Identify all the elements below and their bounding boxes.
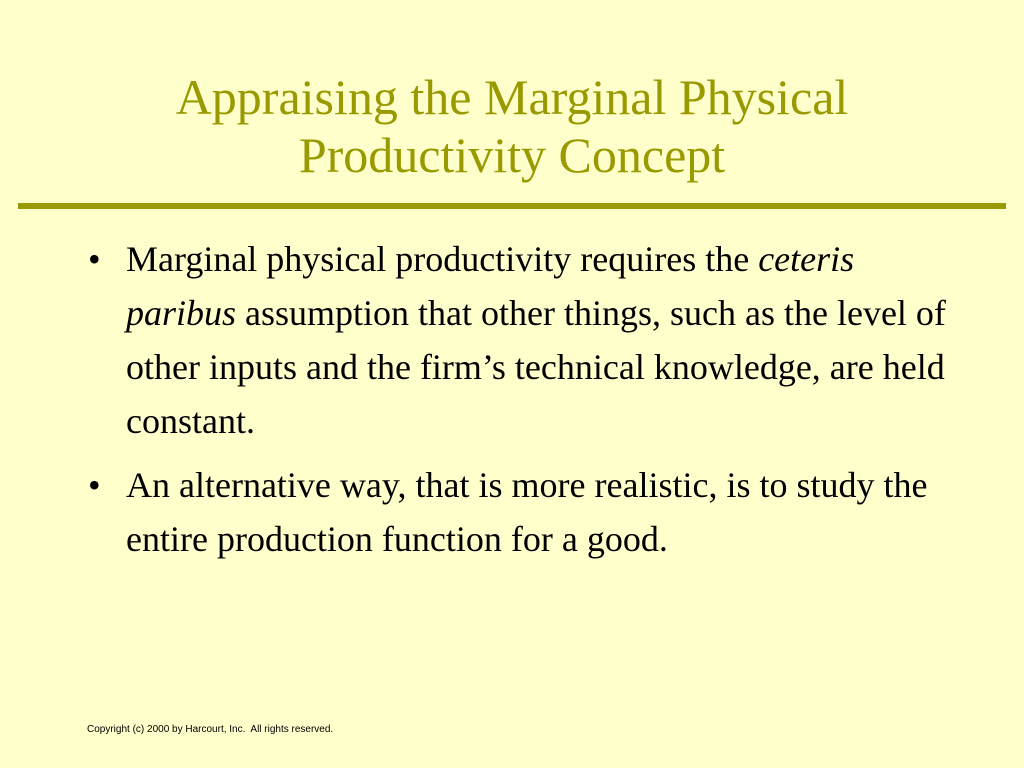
bullet-2-text: An alternative way, that is more realistic, is to study the entire production function for a good. (126, 465, 928, 559)
bullet-marker: • (88, 239, 101, 279)
copyright-footer: Copyright (c) 2000 by Harcourt, Inc. All rights reserved. (87, 724, 334, 735)
title-underline-rule (18, 203, 1006, 209)
bullet-1-italic-term: ceteris paribus (126, 239, 855, 333)
bullet-marker: • (88, 465, 101, 505)
slide-title-line-2: Productivity Concept (298, 127, 726, 183)
slide-title-line-1: Appraising the Marginal Physical (175, 69, 849, 125)
bullet-1-text-start: Marginal physical productivity requires the (126, 239, 759, 279)
bullet-list (84, 232, 954, 576)
slide-title (30, 68, 994, 184)
bullet-item-2 (84, 458, 954, 566)
bullet-item-1 (84, 232, 954, 448)
bullet-1-text-end: assumption that other things, such as the level of other inputs and the firm’s technical knowledge, are held constant. (126, 293, 946, 441)
